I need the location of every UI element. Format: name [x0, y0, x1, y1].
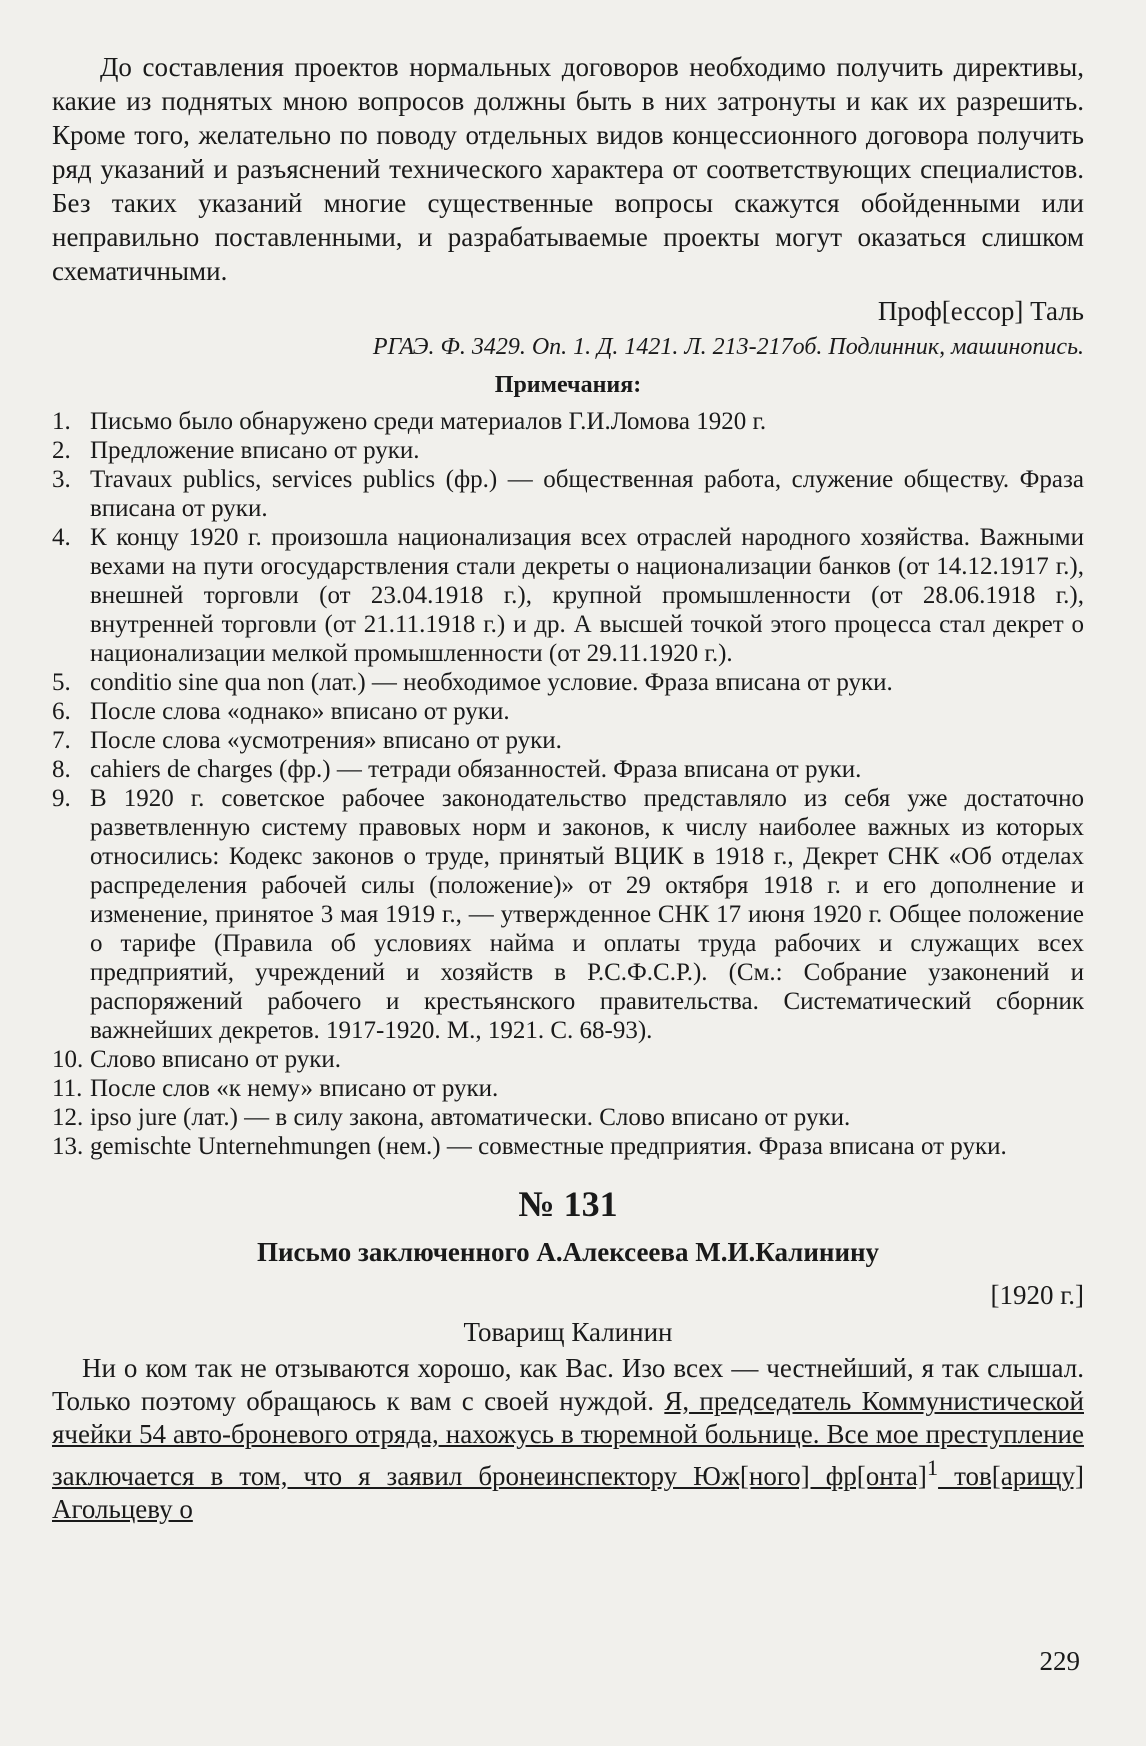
note-number: 13. [52, 1133, 84, 1160]
note-number: 11. [52, 1075, 83, 1102]
document-title: Письмо заключенного А.Алексеева М.И.Калинину [256, 1237, 880, 1267]
note-text: Слово вписано от руки. [90, 1046, 342, 1073]
letter-text-underlined-continued: тов[арищу] Агольцеву о [52, 1461, 1084, 1524]
notes-list [52, 407, 1084, 1161]
note-item [52, 1074, 1084, 1103]
note-item [52, 697, 1084, 726]
note-number: 4. [52, 524, 71, 551]
note-number: 10. [52, 1046, 84, 1073]
footnote-marker: 1 [926, 1455, 939, 1480]
body-paragraph: До составления проектов нормальных договоров необходимо получить директивы, какие из поднятых мною вопросов должны быть в них затронуты и как их разрешить. Кроме того, желательно по поводу отдельных видов концессионного договора получить ряд указаний и разъяснений технического характера от соответствующих специалистов. Без таких указаний многие существенные вопросы скажутся обойденными или неправильно поставленными, и разрабатываемые проекты могут оказаться слишком схематичными. [52, 52, 1084, 286]
note-text: Письмо было обнаружено среди материалов Г.И.Ломова 1920 г. [90, 408, 767, 435]
note-text: В 1920 г. советское рабочее законодательство представляло из себя уже достаточно разветвленную систему правовых норм и законов, к числу наиболее важных из которых относились: Кодекс законов о труде, принятый ВЦИК в 1918 г., Декрет СНК «Об отделах распределения рабочей силы (положение)» от 29 октября 1918 г. и его дополнение и изменение, принятое 3 мая 1919 г., — утвержденное СНК 17 июня 1920 г. Общее положение о тарифе (Правила об условиях найма и оплаты труда рабочих и служащих всех предприятий, учреждений и хозяйств в Р.С.Ф.С.Р.). (См.: Собрание узаконений и распоряжений рабочего и крестьянского правительства. Систематический сборник важнейших декретов. 1917-1920. М., 1921. С. 68-93). [90, 785, 1084, 1044]
page-number: 229 [1039, 1646, 1080, 1676]
note-text: После слов «к нему» вписано от руки. [90, 1075, 499, 1102]
letter-body [52, 1352, 1084, 1526]
note-item [52, 1132, 1084, 1161]
note-item [52, 1103, 1084, 1132]
letter-salutation: Товарищ Калинин [463, 1317, 673, 1347]
letter-text-plain: Ни о ком так не отзываются хорошо, как Вас. Изо всех — честнейший, я так слышал. Только поэтому обращаюсь к вам с своей нуждой. [52, 1353, 1084, 1416]
note-item [52, 1045, 1084, 1074]
note-number: 2. [52, 437, 71, 464]
letter-text-underlined: Я, председатель Коммунистической ячейки 54 авто-броневого отряда, нахожусь в тюремной больнице. Все мое преступление заключается в том, что я заявил бронеинспектору Юж[ного] фр[онта] [52, 1386, 1084, 1491]
archive-source: РГАЭ. Ф. 3429. Оп. 1. Д. 1421. Л. 213-217об. Подлинник, машинопись. [372, 334, 1084, 360]
note-text: cahiers de charges (фр.) — тетради обязанностей. Фраза вписана от руки. [90, 756, 862, 783]
note-number: 7. [52, 727, 71, 754]
note-text: conditio sine qua non (лат.) — необходимое условие. Фраза вписана от руки. [90, 669, 893, 696]
note-number: 6. [52, 698, 71, 725]
note-number: 3. [52, 466, 71, 493]
note-item [52, 726, 1084, 755]
note-item [52, 436, 1084, 465]
note-text: ipso jure (лат.) — в силу закона, автоматически. Слово вписано от руки. [90, 1104, 851, 1131]
note-item [52, 668, 1084, 697]
note-text: После слова «однако» вписано от руки. [90, 698, 510, 725]
signature: Проф[ессор] Таль [877, 296, 1084, 326]
note-number: 9. [52, 785, 71, 812]
note-item [52, 755, 1084, 784]
note-text: Travaux publics, services publics (фр.) — общественная работа, служение обществу. Фраза вписана от руки. [90, 466, 1084, 522]
note-item [52, 465, 1084, 523]
note-number: 5. [52, 669, 71, 696]
page-content [52, 50, 1084, 1526]
note-item [52, 407, 1084, 436]
document-number: № 131 [518, 1184, 618, 1224]
note-number: 1. [52, 408, 71, 435]
note-number: 8. [52, 756, 71, 783]
note-text: После слова «усмотрения» вписано от руки. [90, 727, 562, 754]
note-text: К концу 1920 г. произошла национализация всех отраслей народного хозяйства. Важными вехами на пути огосударствления стали декреты о национализации банков (от 14.12.1917 г.), внешней торговли (от 23.04.1918 г.), крупной промышленности (от 28.06.1918 г.), внутренней торговли (от 21.11.1918 г.) и др. А высшей точкой этого процесса стал декрет о национализации мелкой промышленности (от 29.11.1920 г.). [90, 524, 1084, 667]
notes-heading: Примечания: [494, 372, 642, 398]
note-item [52, 784, 1084, 1045]
note-text: Предложение вписано от руки. [90, 437, 420, 464]
note-text: gemischte Unternehmungen (нем.) — совместные предприятия. Фраза вписана от руки. [90, 1133, 1007, 1160]
document-date: [1920 г.] [990, 1280, 1084, 1310]
note-number: 12. [52, 1104, 84, 1131]
note-item [52, 523, 1084, 668]
